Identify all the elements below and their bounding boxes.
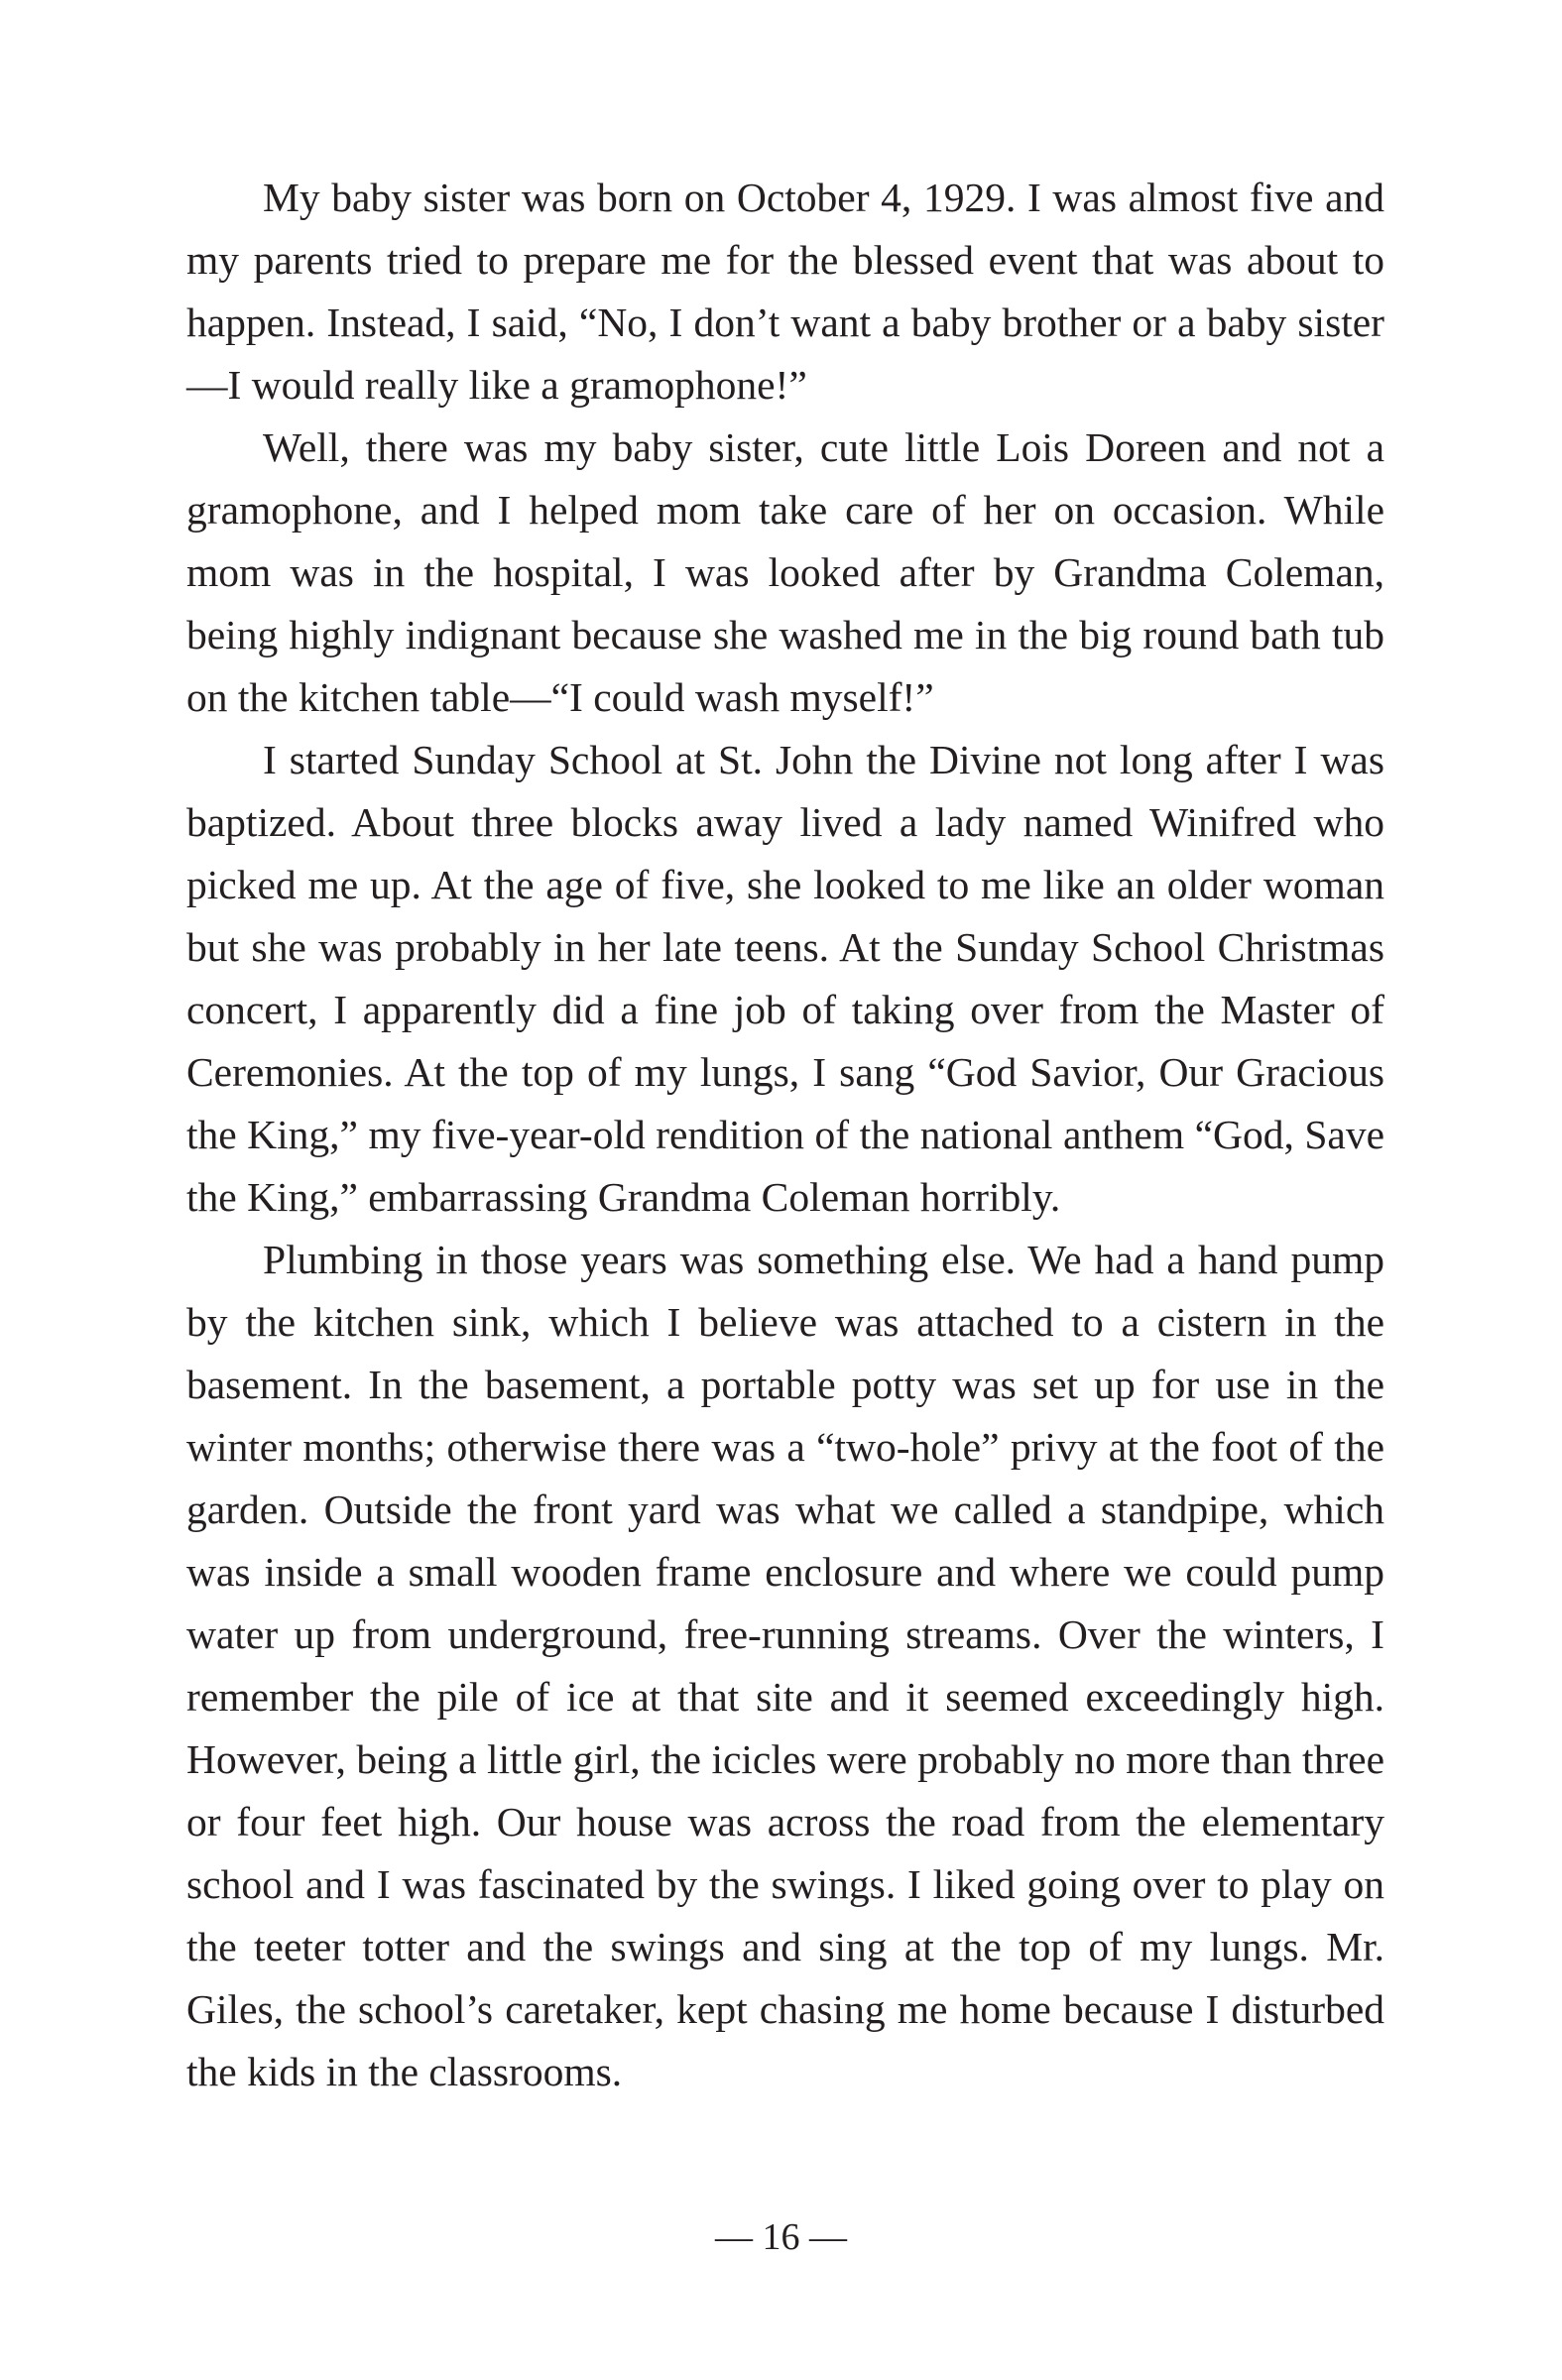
body-text — [186, 167, 1384, 2103]
paragraph-baby-sister: My baby sister was born on October 4, 1929. I was almost five and my parents tried to prepare me for the blessed event that was about to happen. Instead, I said, “No, I don’t want a baby brother or a baby sister—I would really like a gramophone!” — [186, 175, 1384, 408]
page-number: — 16 — — [715, 2216, 847, 2258]
paragraph-plumbing: Plumbing in those years was something else. We had a hand pump by the kitchen sink, which I believe was attached to a cistern in the basement. In the basement, a portable potty was set up for use in the winter months; otherwise there was a “two-hole” privy at the foot of the garden. Outside the front yard was what we called a standpipe, which was inside a small wooden frame enclosure and where we could pump water up from underground, free-running streams. Over the winters, I remember the pile of ice at that site and it seemed exceedingly high. However, being a little girl, the icicles were probably no more than three or four feet high. Our house was across the road from the elementary school and I was fascinated by the swings. I liked going over to play on the teeter totter and the swings and sing at the top of my lungs. Mr. Giles, the school’s caretaker, kept chasing me home because I disturbed the kids in the classrooms. — [186, 1237, 1384, 2094]
paragraph-lois-doreen: Well, there was my baby sister, cute little Lois Doreen and not a gramophone, and I helped mom take care of her on occasion. While mom was in the hospital, I was looked after by Grandma Coleman, being highly indignant because she washed me in the big round bath tub on the kitchen table—“I could wash myself!” — [186, 424, 1384, 720]
paragraph-sunday-school: I started Sunday School at St. John the Divine not long after I was baptized. About three blocks away lived a lady named Winifred who picked me up. At the age of five, she looked to me like an older woman but she was probably in her late teens. At the Sunday School Christmas concert, I apparently did a fine job of taking over from the Master of Ceremonies. At the top of my lungs, I sang “God Savior, Our Gracious the King,” my five-year-old rendition of the national anthem “God, Save the King,” embarrassing Grandma Coleman horribly. — [186, 737, 1384, 1220]
